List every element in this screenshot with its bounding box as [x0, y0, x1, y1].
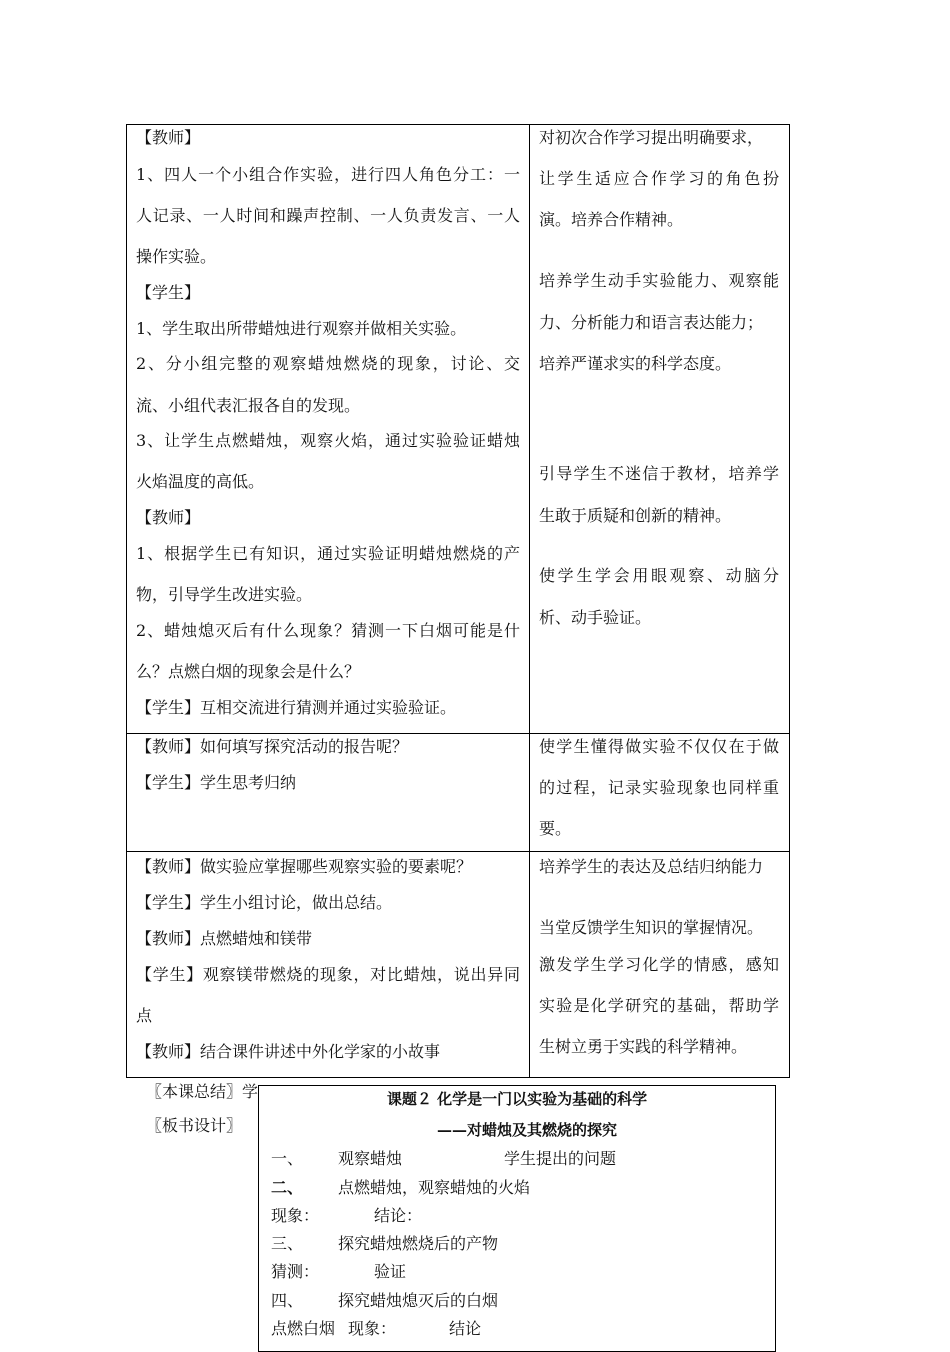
- table-cell-text: 力、分析能力和语言表达能力；: [539, 313, 764, 332]
- table-border-bottom: [126, 1077, 790, 1078]
- table-cell-text: 实验是化学研究的基础，帮助学: [539, 996, 779, 1015]
- table-row-divider: [126, 733, 790, 734]
- board-design-label: 〖板书设计〗: [146, 1116, 243, 1135]
- table-cell-text: 生树立勇于实践的科学精神。: [539, 1037, 748, 1056]
- table-column-divider: [529, 124, 530, 1078]
- table-cell-text: 人记录、一人时间和躁声控制、一人负责发言、一人: [136, 206, 520, 225]
- board-item-number: 三、: [271, 1234, 304, 1253]
- board-item-text: 验证: [374, 1262, 407, 1281]
- summary-label: 〖本课总结〗学: [146, 1082, 259, 1101]
- table-cell-text: 演。培养合作精神。: [539, 210, 684, 229]
- table-cell-text: 【学生】学生小组讨论，做出总结。: [136, 893, 393, 912]
- table-cell-text: 培养学生的表达及总结归纳能力: [539, 857, 764, 876]
- board-item-text: 现象：: [271, 1206, 320, 1225]
- board-item-number: 一、: [271, 1149, 304, 1168]
- table-cell-text: 的过程，记录实验现象也同样重: [539, 778, 779, 797]
- table-cell-text: 2、分小组完整的观察蜡烛燃烧的现象，讨论、交: [136, 354, 520, 373]
- table-cell-text: 【学生】观察镁带燃烧的现象，对比蜡烛，说出异同: [136, 965, 520, 984]
- board-item-text: 学生提出的问题: [504, 1149, 617, 1168]
- table-row-divider: [126, 851, 790, 852]
- table-cell-text: 析、动手验证。: [539, 608, 652, 627]
- table-cell-text: 3、让学生点燃蜡烛，观察火焰，通过实验验证蜡烛: [136, 431, 520, 450]
- table-cell-text: 使学生学会用眼观察、动脑分: [539, 566, 779, 585]
- table-cell-text: 激发学生学习化学的情感，感知: [539, 955, 779, 974]
- board-item-number: 四、: [271, 1291, 304, 1310]
- teacher-heading: 【教师】: [136, 508, 201, 527]
- board-item-text: 探究蜡烛燃烧后的产物: [338, 1234, 499, 1253]
- board-item-text: 点燃蜡烛，观察蜡烛的火焰: [338, 1178, 531, 1197]
- table-cell-text: 使学生懂得做实验不仅仅在于做: [539, 737, 779, 756]
- table-cell-text: 【教师】如何填写探究活动的报告呢？: [136, 737, 409, 756]
- table-cell-text: 1、学生取出所带蜡烛进行观察并做相关实验。: [136, 319, 467, 338]
- board-item-text: 探究蜡烛熄灭后的白烟: [338, 1291, 499, 1310]
- table-cell-text: 火焰温度的高低。: [136, 472, 265, 491]
- table-cell-text: 操作实验。: [136, 247, 217, 266]
- board-title: 课题２ 化学是一门以实验为基础的科学: [386, 1090, 648, 1108]
- table-cell-text: 培养严谨求实的科学态度。: [539, 354, 732, 373]
- board-item-text: 结论：: [374, 1206, 423, 1225]
- board-item-text: 点燃白烟: [271, 1319, 336, 1338]
- table-cell-text: 对初次合作学习提出明确要求，: [539, 128, 764, 147]
- board-item-number: 二、: [271, 1178, 304, 1197]
- board-subtitle: ——对蜡烛及其燃烧的探究: [436, 1121, 617, 1139]
- table-cell-text: 生敢于质疑和创新的精神。: [539, 506, 732, 525]
- table-cell-text: 【学生】学生思考归纳: [136, 773, 297, 792]
- table-border-top: [126, 124, 790, 125]
- board-item-text: 结论: [449, 1319, 482, 1338]
- student-heading: 【学生】: [136, 283, 201, 302]
- table-cell-text: 引导学生不迷信于教材，培养学: [539, 464, 779, 483]
- board-item-text: 现象：: [348, 1319, 397, 1338]
- table-border-left: [126, 124, 127, 1078]
- table-cell-text: 当堂反馈学生知识的掌握情况。: [539, 918, 764, 937]
- table-cell-text: 让学生适应合作学习的角色扮: [539, 169, 779, 188]
- table-cell-text: 【教师】做实验应掌握哪些观察实验的要素呢？: [136, 857, 473, 876]
- table-cell-text: 2、蜡烛熄灭后有什么现象？猜测一下白烟可能是什: [136, 621, 520, 640]
- table-cell-text: 点: [136, 1006, 153, 1025]
- table-cell-text: 1、四人一个小组合作实验，进行四人角色分工：一: [136, 165, 520, 184]
- table-cell-text: 培养学生动手实验能力、观察能: [539, 271, 779, 290]
- table-cell-text: 么？点燃白烟的现象会是什么？: [136, 662, 361, 681]
- table-cell-text: 【学生】互相交流进行猜测并通过实验验证。: [136, 698, 457, 717]
- table-cell-text: 【教师】点燃蜡烛和镁带: [136, 929, 313, 948]
- table-cell-text: 【教师】结合课件讲述中外化学家的小故事: [136, 1042, 441, 1061]
- teacher-heading: 【教师】: [136, 128, 201, 147]
- table-cell-text: 要。: [539, 819, 572, 838]
- table-border-right: [789, 124, 790, 1078]
- board-item-text: 观察蜡烛: [338, 1149, 403, 1168]
- board-item-text: 猜测：: [271, 1262, 320, 1281]
- table-cell-text: 1、根据学生已有知识，通过实验证明蜡烛燃烧的产: [136, 544, 520, 563]
- table-cell-text: 流、小组代表汇报各自的发现。: [136, 396, 361, 415]
- table-cell-text: 物，引导学生改进实验。: [136, 585, 313, 604]
